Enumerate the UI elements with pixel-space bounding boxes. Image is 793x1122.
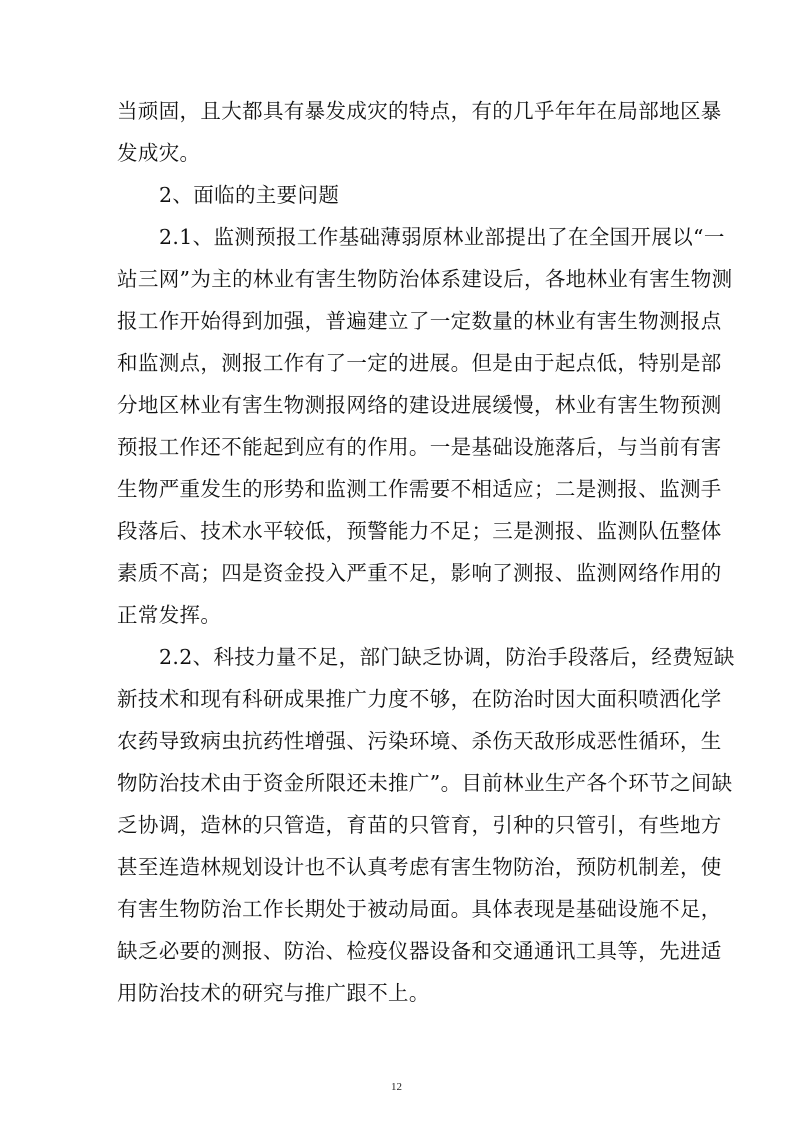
body-text-line: 缺乏必要的测报、防治、检疫仪器设备和交通通讯工具等，先进适 — [117, 939, 722, 963]
body-text-line: 新技术和现有科研成果推广力度不够，在防治时因大面积喷洒化学 — [117, 687, 722, 711]
subsection-heading-line: 2.2、科技力量不足，部门缺乏协调，防治手段落后，经费短缺 — [159, 645, 735, 669]
body-text-line: 生物严重发生的形势和监测工作需要不相适应；二是测报、监测手 — [117, 477, 722, 501]
section-heading: 2、面临的主要问题 — [159, 183, 340, 207]
body-text-line: 乏协调，造林的只管造，育苗的只管育，引种的只管引，有些地方 — [117, 813, 722, 837]
body-text-line: 正常发挥。 — [117, 603, 222, 627]
body-text-line: 预报工作还不能起到应有的作用。一是基础设施落后，与当前有害 — [117, 435, 722, 459]
body-text-line: 当顽固，且大都具有暴发成灾的特点，有的几乎年年在局部地区暴 — [117, 99, 722, 123]
body-text-line: 甚至连造林规划设计也不认真考虑有害生物防治，预防机制差，使 — [117, 855, 722, 879]
body-text-line: 发成灾。 — [117, 141, 201, 165]
subsection-heading-line: 2.1、监测预报工作基础薄弱原林业部提出了在全国开展以“一 — [159, 225, 725, 249]
page-number: 12 — [391, 1081, 402, 1093]
body-text-line: 分地区林业有害生物测报网络的建设进展缓慢，林业有害生物预测 — [117, 393, 722, 417]
body-text-line: 素质不高；四是资金投入严重不足，影响了测报、监测网络作用的 — [117, 561, 722, 585]
body-text-line: 段落后、技术水平较低，预警能力不足；三是测报、监测队伍整体 — [117, 519, 722, 543]
body-text-line: 用防治技术的研究与推广跟不上。 — [117, 981, 430, 1005]
body-text-line: 物防治技术由于资金所限还未推广”。目前林业生产各个环节之间缺 — [117, 771, 733, 795]
body-text-line: 报工作开始得到加强，普遍建立了一定数量的林业有害生物测报点 — [117, 309, 722, 333]
body-text-line: 和监测点，测报工作有了一定的进展。但是由于起点低，特别是部 — [117, 351, 722, 375]
body-text-line: 站三网”为主的林业有害生物防治体系建设后，各地林业有害生物测 — [117, 267, 733, 291]
body-text-line: 农药导致病虫抗药性增强、污染环境、杀伤天敌形成恶性循环，生 — [117, 729, 722, 753]
body-text-line: 有害生物防治工作长期处于被动局面。具体表现是基础设施不足， — [117, 897, 722, 921]
